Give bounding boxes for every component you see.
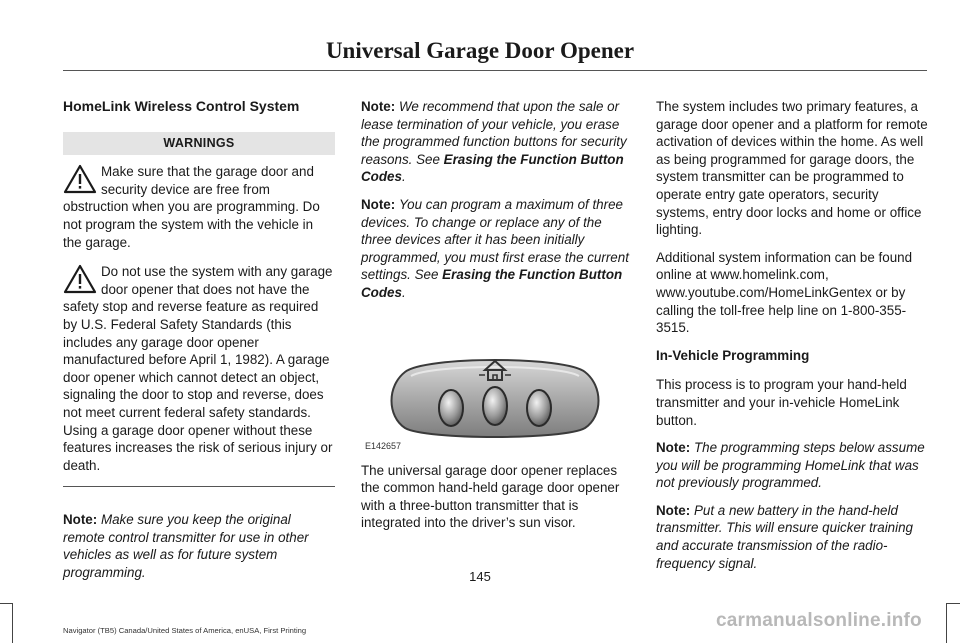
note-label: Note: <box>361 99 396 114</box>
crop-mark <box>947 603 960 604</box>
publication-footer: Navigator (TB5) Canada/United States of America, enUSA, First Printing <box>63 626 307 635</box>
header-divider <box>63 70 927 71</box>
transmitter-button-1 <box>439 390 463 426</box>
right-column <box>656 98 928 582</box>
section-heading: HomeLink Wireless Control System <box>63 98 300 114</box>
figure-code: E142657 <box>365 440 402 451</box>
middle-column <box>361 98 633 542</box>
page-number: 145 <box>469 569 491 584</box>
warning-item <box>63 263 335 474</box>
homelink-transmitter-illustration <box>385 346 605 442</box>
note-text: The programming steps below assume you will be programming HomeLink that was not previously programmed. <box>656 440 925 491</box>
left-column <box>63 98 335 592</box>
note <box>361 98 633 186</box>
transmitter-button-2 <box>483 387 507 425</box>
note-text: We recommend that upon the sale or lease termination of your vehicle, you erase the programmed function buttons for security reasons. <box>361 99 627 167</box>
warning-item <box>63 163 335 251</box>
warning-text: Do not use the system with any garage door opener that does not have the safety stop and reverse feature as required by U.S. Federal Safety Standards (this includes any garage door opener manufactured before April 1, 1982). A garage door opener which cannot detect an object, signaling the door to stop and reverse, does not meet current federal safety standards. Using a garage door opener without these features increases the risk of serious injury or death. <box>63 264 333 473</box>
warning-text: Make sure that the garage door and security device are free from obstruction when you are programming. Do not program the system with the vehicle in the garage. <box>63 164 320 250</box>
body-paragraph: The system includes two primary features, a garage door opener and a platform for remote activation of devices within the home. As well as being programmed for garage doors, the system transmitter can be programmed to operate entry gate operators, security systems, entry door locks and home or office lighting. <box>656 99 928 238</box>
note-label: Note: <box>656 440 691 456</box>
see-text: See <box>416 151 440 167</box>
see-text: See <box>414 267 439 283</box>
note-text: You can program a maximum of three devices. To change or replace any of the three devices after it has been initially programmed, you must first erase the current settings. <box>361 196 629 283</box>
note-text: Make sure you keep the original remote control transmitter for use in other vehicles as well as for future system programming. <box>63 512 309 581</box>
cross-reference-link[interactable]: Erasing the Function Button Codes <box>361 151 624 185</box>
note-label: Note: <box>63 512 98 528</box>
note-end: . <box>401 169 406 185</box>
warning-triangle-icon <box>63 264 97 294</box>
warnings-banner: WARNINGS <box>63 132 335 156</box>
page-title: Universal Garage Door Opener <box>325 38 635 63</box>
note <box>361 196 633 302</box>
note <box>656 502 928 572</box>
transmitter-button-3 <box>527 390 551 426</box>
body-paragraph: Additional system information can be found online at www.homelink.com, www.youtube.com/HomeLinkGentex or by calling the toll-free help line on 1-800-355-3515. <box>656 249 913 336</box>
note-text: Put a new battery in the hand-held transmitter. This will ensure quicker training and accurate transmission of the radio-frequency signal. <box>656 502 913 571</box>
sub-heading: In-Vehicle Programming <box>656 347 810 363</box>
cross-reference-link[interactable]: Erasing the Function Button Codes <box>361 267 623 300</box>
note <box>656 439 928 492</box>
body-paragraph: This process is to program your hand-held transmitter and your in-vehicle HomeLink button. <box>656 377 907 428</box>
warnings-end-divider <box>63 486 335 487</box>
watermark: carmanualsonline.info <box>716 610 922 631</box>
crop-mark <box>946 603 947 643</box>
homelink-figure <box>361 346 633 452</box>
body-paragraph: The universal garage door opener replaces the common hand-held garage door opener with a three-button transmitter that is integrated into the driver’s sun visor. <box>361 462 620 531</box>
crop-mark <box>0 603 12 604</box>
warning-triangle-icon <box>63 164 97 194</box>
note-label: Note: <box>656 502 691 518</box>
note-end: . <box>401 284 406 300</box>
note-label: Note: <box>361 196 396 212</box>
crop-mark <box>12 603 13 643</box>
